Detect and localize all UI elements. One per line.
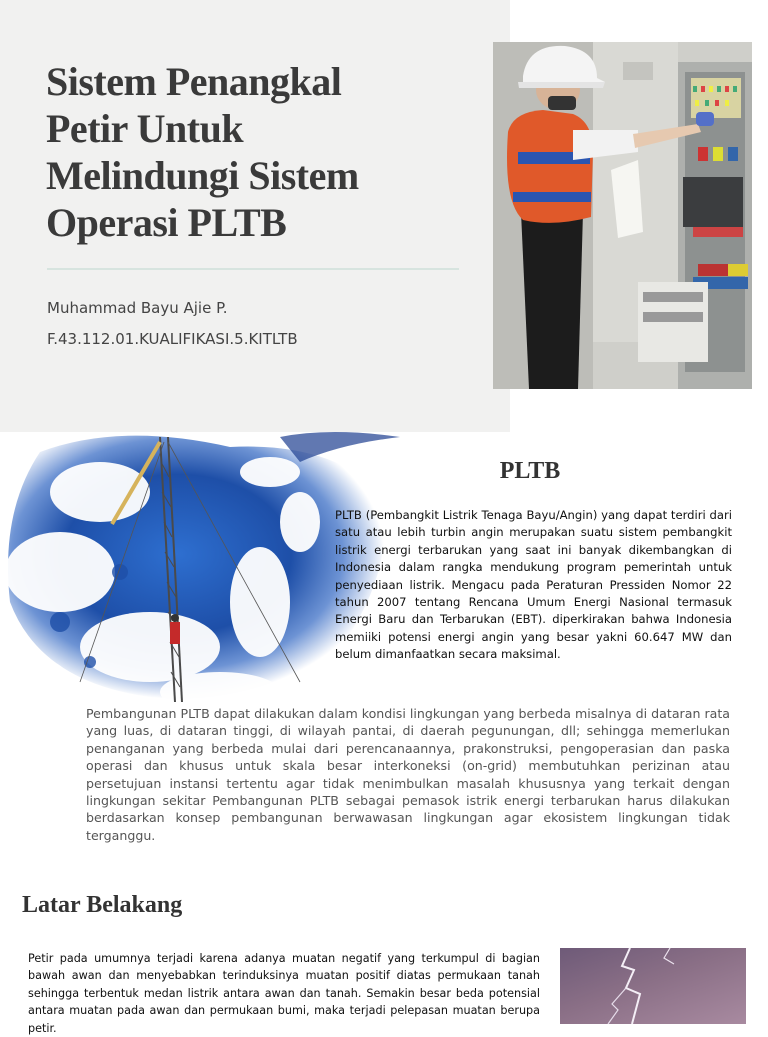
title-divider [47,268,459,270]
pltb-paragraph-2: Pembangunan PLTB dapat dilakukan dalam kondisi lingkungan yang berbeda misalnya di dataran rata yang luas, di dataran tinggi, di wilayah pantai, di daerah pegunungan, dll; sehingga memerlukan penanganan yang berbeda mulai dari perencanaannya, prakonstruksi, pengoperasian dan paska operasi dan khusus untuk skala besar interkoneksi (on-grid) membutuhkan perizinan atau persetujuan instansi tertentu agar tidak menimbulkan masalah khususnya yang terkait dengan lingkungan sekitar Pembangunan PLTB sebagai pemasok istrik energi terbarukan harus dilakukan berdasarkan konsep pembangunan berwawasan lingkungan agar ekosistem lingkungan tidak terganggu. [86,706,730,843]
cover-panel [0,0,510,432]
title-line: Petir Untuk [46,106,244,151]
lightning-photo [560,948,746,1024]
author-name: Muhammad Bayu Ajie P. [47,299,228,317]
title-line: Sistem Penangkal [46,59,342,104]
page-title [46,58,466,246]
title-line: Operasi PLTB [46,200,287,245]
pltb-paragraph-1: PLTB (Pembangkit Listrik Tenaga Bayu/Angin) yang dapat terdiri dari satu atau lebih turbin angin merupakan suatu sistem pembangkit listrik energi terbarukan yang saat ini banyak dikembangkan di Indonesia dalam rangka mendukung program pemerintah untuk penyediaan listrik. Mengacu pada Peraturan Pressiden Nomor 22 tahun 2007 tentang Rencana Umum Energi Nasional termasuk Energi Baru dan Terbarukan (EBT). diperkirakan bahwa Indonesia memiiki potensi energi angin yang besar yakni 60.647 MW dan belum dimanfaatkan secara maksimal. [335,508,732,662]
title-line: Melindungi Sistem [46,153,359,198]
section-heading-pltb: PLTB [499,458,561,484]
technician-photo [493,42,752,389]
technician-illustration [493,42,752,389]
lightning-bolt-illustration [560,948,746,1024]
section-heading-latar-belakang: Latar Belakang [22,892,183,918]
latar-belakang-paragraph: Petir pada umumnya terjadi karena adanya muatan negatif yang terkumpul di bagian bawah awan dan menyebabkan terinduksinya muatan positif diatas permukaan tanah sehingga terbentuk medan listrik antara awan dan tanah. Semakin besar beda potensial antara muatan pada awan dan permukaan bumi, maka terjadi pelepasan muatan berupa petir. [28,952,540,1035]
author-code: F.43.112.01.KUALIFIKASI.5.KITLTB [47,330,298,348]
